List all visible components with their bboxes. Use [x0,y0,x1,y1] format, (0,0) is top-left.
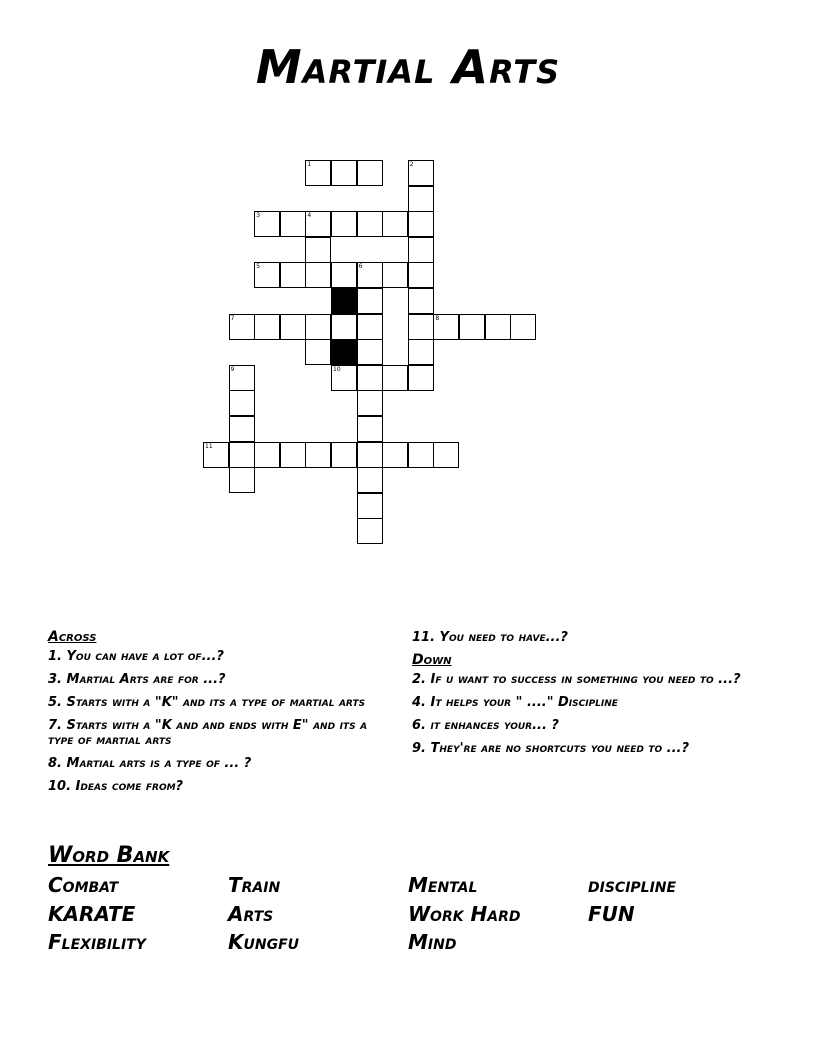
clue-number: 7 [230,314,235,322]
grid-cell[interactable] [357,314,383,340]
grid-cell[interactable] [408,262,434,288]
grid-cell[interactable] [408,288,434,314]
grid-cell[interactable] [382,442,408,468]
grid-cell[interactable] [408,442,434,468]
grid-cell[interactable] [485,314,511,340]
grid-cell[interactable] [229,390,255,416]
grid-cell[interactable] [408,339,434,365]
grid-cell[interactable] [357,365,383,391]
grid-cell[interactable] [254,211,280,237]
grid-cell[interactable] [331,262,357,288]
grid-cell[interactable] [280,262,306,288]
clue-number: 6 [358,263,363,271]
clue-across-3: 3. Martial Arts are for ...? [48,672,226,687]
clue-across-5: 5. Starts with a "K" and its a type of martial arts [48,695,366,710]
grid-cell[interactable] [382,262,408,288]
clue-number: 10 [333,365,341,373]
grid-cell[interactable] [357,211,383,237]
grid-cell[interactable] [305,262,331,288]
clues-right-column [412,628,757,764]
grid-cell[interactable] [433,442,459,468]
grid-cell[interactable] [382,365,408,391]
grid-cell[interactable] [331,160,357,186]
black-square [331,339,357,365]
clue-number: 11 [205,442,213,450]
clue-across-1: 1. You can have a lot of...? [48,649,224,664]
grid-cell[interactable] [459,314,485,340]
across-heading: Across [48,629,97,645]
black-square [331,288,357,314]
grid-cell[interactable] [305,314,331,340]
word-bank-item: Mind [408,930,457,954]
clue-number: 9 [230,365,235,373]
clue-number: 5 [256,263,261,271]
word-bank-item: Combat [48,873,119,897]
grid-cell[interactable] [280,314,306,340]
word-bank-heading: Word Bank [48,843,170,868]
grid-cell[interactable] [510,314,536,340]
down-heading: Down [412,652,452,668]
grid-cell[interactable] [408,160,434,186]
grid-cell[interactable] [229,442,255,468]
grid-cell[interactable] [433,314,459,340]
grid-cell[interactable] [357,288,383,314]
grid-cell[interactable] [357,518,383,544]
clue-across-8: 8. Martial arts is a type of ... ? [48,756,252,771]
clue-across-10: 10. Ideas come from? [48,779,184,794]
grid-cell[interactable] [305,339,331,365]
grid-cell[interactable] [280,442,306,468]
word-bank-item: Work Hard [408,902,521,926]
grid-cell[interactable] [357,416,383,442]
word-bank-item: Arts [228,902,274,926]
grid-cell[interactable] [357,493,383,519]
page-title: Martial Arts [255,40,561,94]
grid-cell[interactable] [408,237,434,263]
grid-cell[interactable] [305,237,331,263]
grid-cell[interactable] [357,390,383,416]
word-bank-item: KARATE [48,902,136,926]
grid-cell[interactable] [254,262,280,288]
grid-cell[interactable] [229,365,255,391]
clue-number: 8 [435,314,440,322]
grid-cell[interactable] [280,211,306,237]
clue-down-2: 2. If u want to success in something you need to ...? [412,672,741,687]
grid-cell[interactable] [357,339,383,365]
grid-cell[interactable] [254,314,280,340]
grid-cell[interactable] [229,314,255,340]
grid-cell[interactable] [357,442,383,468]
grid-cell[interactable] [305,442,331,468]
clue-number: 1 [307,161,312,168]
clue-number: 2 [409,161,414,168]
grid-cell[interactable] [408,186,434,212]
grid-cell[interactable] [357,262,383,288]
word-bank-item: Mental [408,873,478,897]
grid-cell[interactable] [254,442,280,468]
grid-cell[interactable] [357,160,383,186]
word-bank-item: Kungfu [228,930,300,954]
word-bank-item: Train [228,873,281,897]
clue-down-9: 9. They're are no shortcuts you need to ...? [412,741,690,756]
clue-across-11: 11. You need to have...? [412,630,568,645]
grid-cell[interactable] [229,467,255,493]
grid-cell[interactable] [229,416,255,442]
word-bank-item: FUN [588,902,635,926]
grid-cell[interactable] [331,442,357,468]
grid-cell[interactable] [357,467,383,493]
clue-number: 3 [256,212,261,220]
grid-cell[interactable] [203,442,229,468]
clue-number: 4 [307,212,312,220]
grid-cell[interactable] [331,211,357,237]
word-bank-item: Flexibility [48,930,146,954]
word-bank-item: discipline [588,873,677,897]
grid-cell[interactable] [331,365,357,391]
clues-left-column [48,628,378,802]
grid-cell[interactable] [408,211,434,237]
grid-cell[interactable] [305,160,331,186]
clue-down-4: 4. It helps your " ...." Discipline [412,695,618,710]
clue-down-6: 6. it enhances your... ? [412,718,559,733]
grid-cell[interactable] [408,365,434,391]
grid-cell[interactable] [331,314,357,340]
clue-across-7: 7. Starts with a "K and and ends with E" and its a type of martial arts [48,718,368,748]
grid-cell[interactable] [305,211,331,237]
grid-cell[interactable] [382,211,408,237]
grid-cell[interactable] [408,314,434,340]
